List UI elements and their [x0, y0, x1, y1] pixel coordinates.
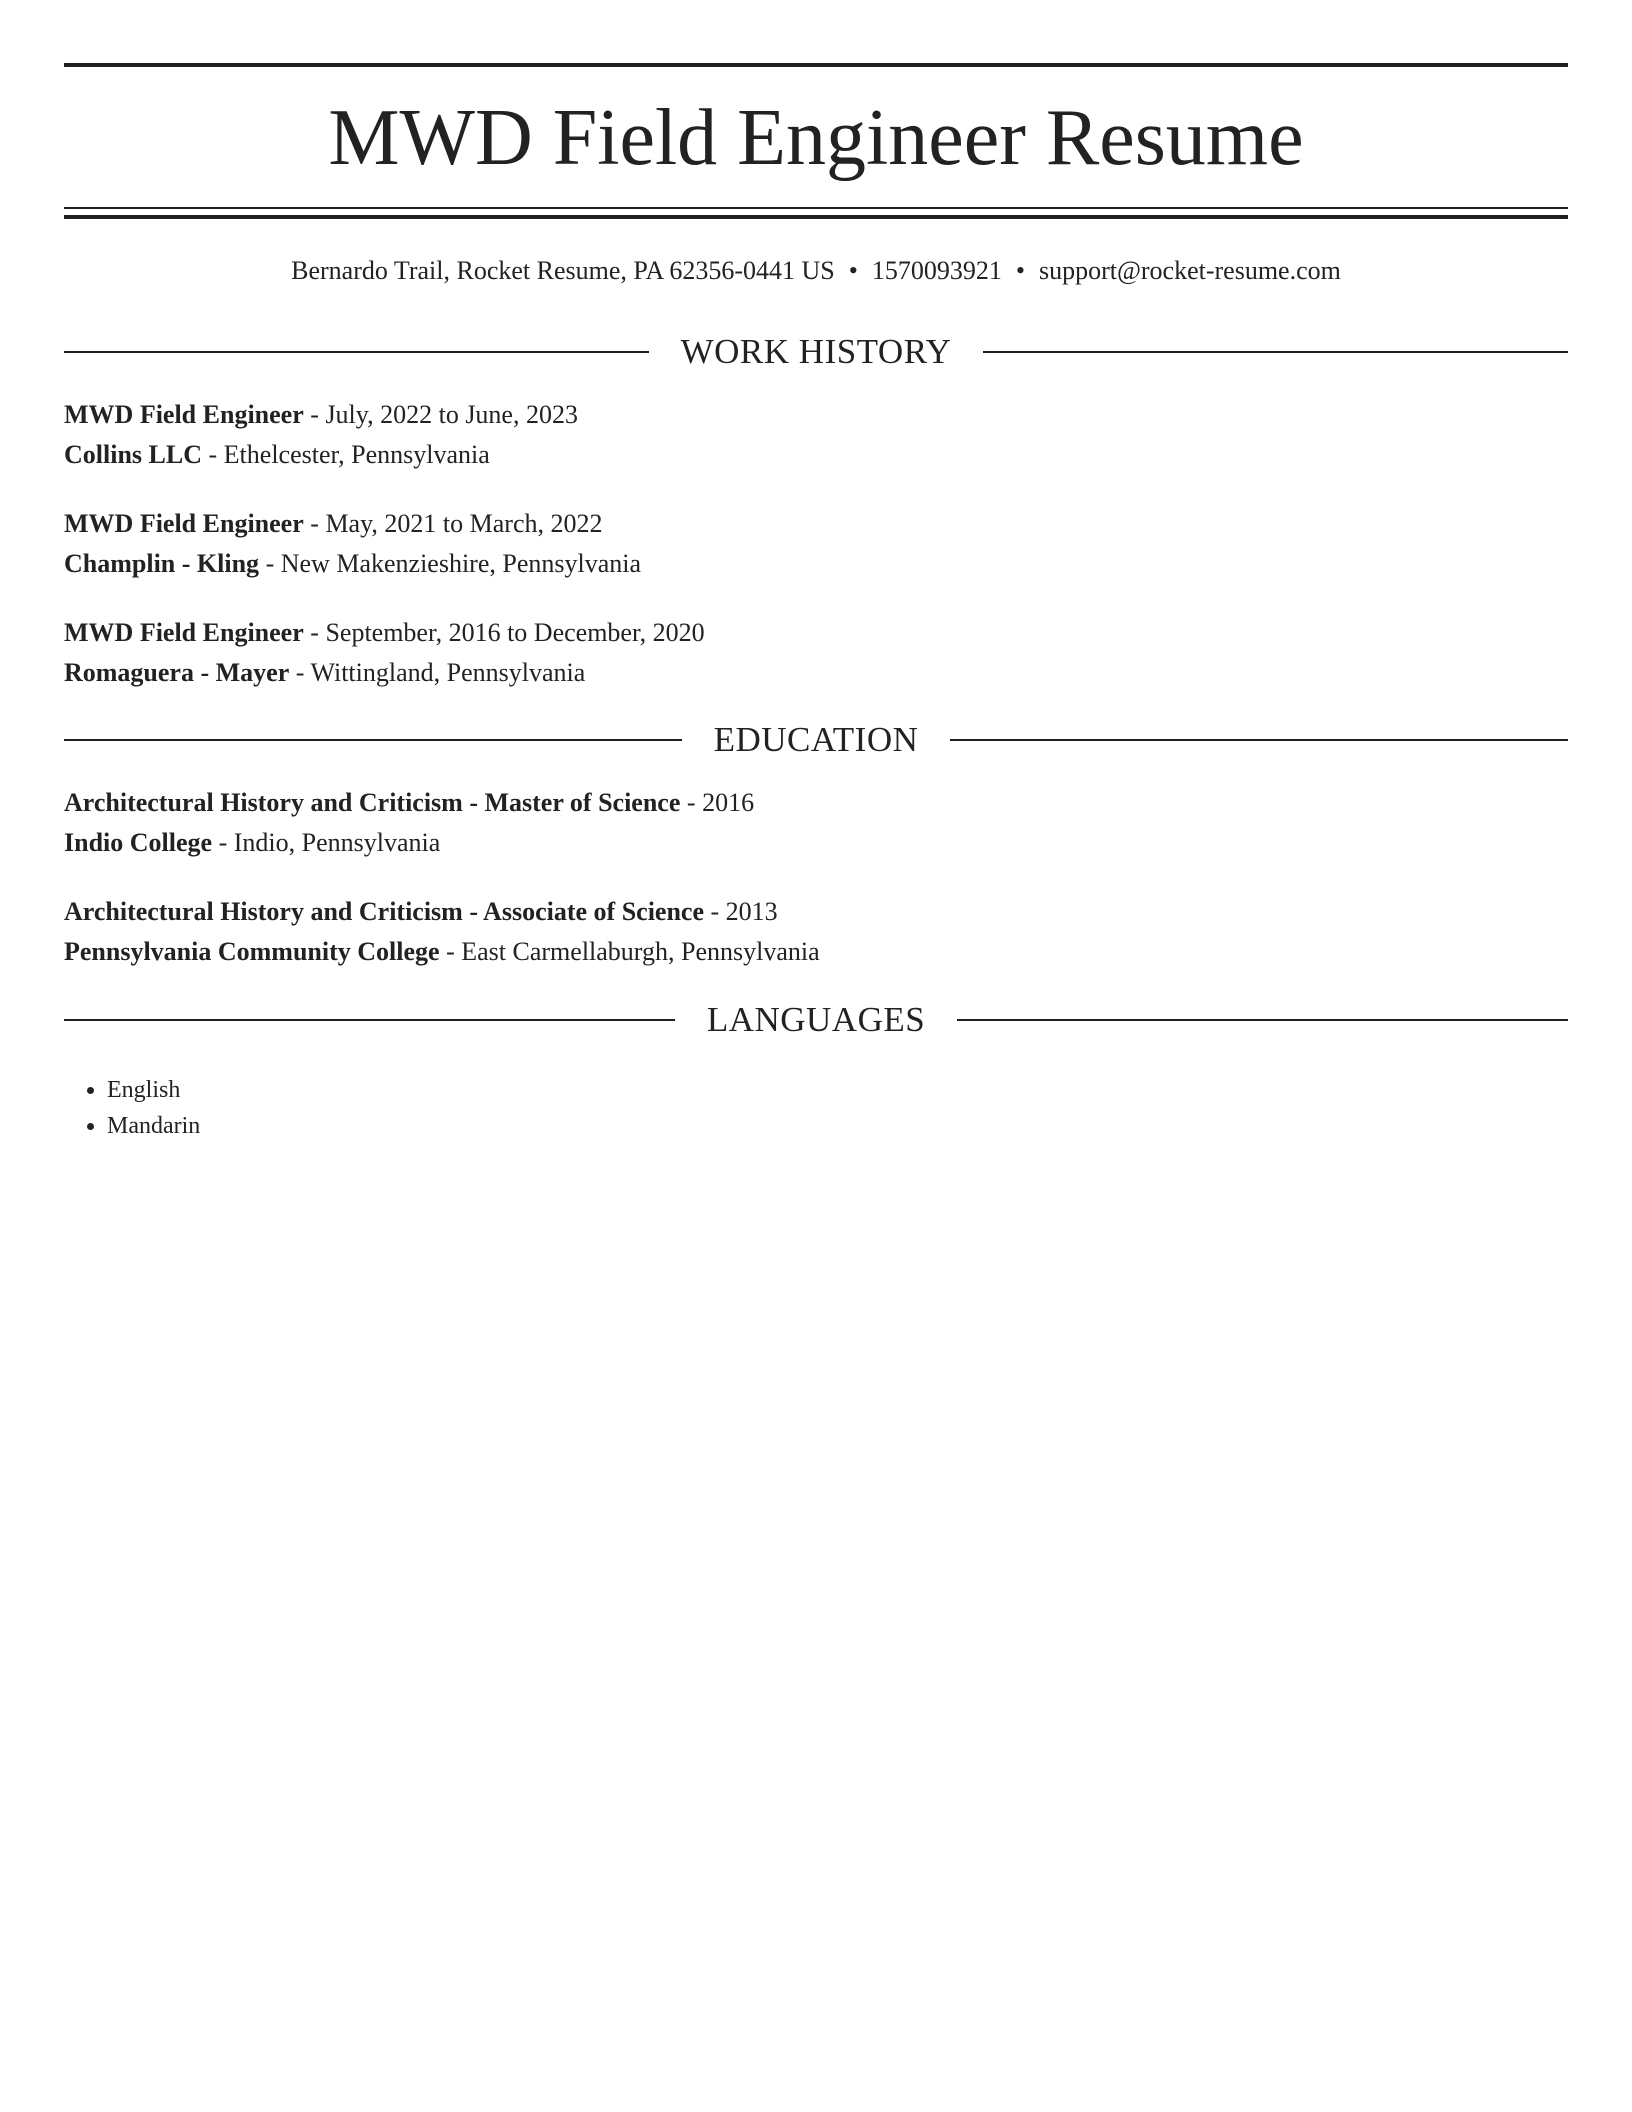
degree-line — [64, 783, 1568, 823]
job-title: MWD Field Engineer — [64, 400, 304, 429]
dash: - — [680, 788, 703, 817]
section-rule-left — [64, 351, 649, 353]
job-title-line — [64, 395, 1568, 435]
job-company: Champlin - Kling — [64, 549, 260, 578]
degree-year: 2016 — [702, 788, 755, 817]
contact-separator: • — [848, 256, 858, 285]
job-title: MWD Field Engineer — [64, 509, 304, 538]
section-title: WORK HISTORY — [680, 332, 952, 371]
job-company: Collins LLC — [64, 440, 202, 469]
section-rule-right — [983, 351, 1568, 353]
contact-phone: 1570093921 — [871, 256, 1002, 285]
job-company: Romaguera - Mayer — [64, 658, 290, 687]
school: Indio College — [64, 828, 213, 857]
job-title-line — [64, 504, 1568, 544]
school-location: Indio, Pennsylvania — [233, 828, 441, 857]
dash: - — [212, 828, 234, 857]
list-item: • Mandarin — [107, 1108, 200, 1144]
dash: - — [289, 658, 311, 687]
job-location: Wittingland, Pennsylvania — [310, 658, 586, 687]
dash: - — [259, 549, 281, 578]
education-entry — [64, 892, 1568, 972]
degree: Architectural History and Criticism - Associate of Science — [64, 897, 704, 926]
job-location: Ethelcester, Pennsylvania — [223, 440, 490, 469]
job-company-line — [64, 435, 1568, 475]
job-entry — [64, 395, 1568, 475]
section-title: LANGUAGES — [706, 1000, 926, 1039]
dash: - — [303, 618, 326, 647]
job-dates: July, 2022 to June, 2023 — [325, 400, 578, 429]
job-dates: September, 2016 to December, 2020 — [325, 618, 705, 647]
job-location: New Makenzieshire, Pennsylvania — [280, 549, 642, 578]
title-rule-thick — [64, 215, 1568, 219]
education-entry — [64, 783, 1568, 863]
dash: - — [202, 440, 224, 469]
school-line — [64, 823, 1568, 863]
section-heading-education — [64, 720, 1568, 760]
list-item: • English — [107, 1072, 200, 1108]
page-title: MWD Field Engineer Resume — [328, 94, 1304, 182]
contact-address: Bernardo Trail, Rocket Resume, PA 62356-0441 US — [291, 256, 835, 285]
degree-line — [64, 892, 1568, 932]
section-rule-right — [950, 739, 1568, 741]
contact-line — [64, 253, 1568, 289]
job-entry — [64, 504, 1568, 584]
title-rule-thin — [64, 207, 1568, 209]
top-rule — [64, 63, 1568, 67]
job-title: MWD Field Engineer — [64, 618, 304, 647]
section-heading-languages — [64, 1000, 1568, 1040]
dash: - — [303, 400, 326, 429]
section-rule-right — [957, 1019, 1568, 1021]
school-location: East Carmellaburgh, Pennsylvania — [461, 937, 820, 966]
contact-email: support@rocket-resume.com — [1038, 256, 1341, 285]
school-line — [64, 932, 1568, 972]
job-company-line — [64, 653, 1568, 693]
dash: - — [439, 937, 462, 966]
degree-year: 2013 — [725, 897, 778, 926]
job-title-line — [64, 613, 1568, 653]
section-heading-work-history — [64, 332, 1568, 372]
job-entry — [64, 613, 1568, 693]
job-dates: May, 2021 to March, 2022 — [325, 509, 603, 538]
languages-list — [64, 1072, 200, 1144]
dash: - — [303, 509, 326, 538]
dash: - — [704, 897, 726, 926]
job-company-line — [64, 544, 1568, 584]
degree: Architectural History and Criticism - Master of Science — [64, 788, 681, 817]
section-title: EDUCATION — [713, 720, 919, 759]
section-rule-left — [64, 1019, 675, 1021]
section-rule-left — [64, 739, 682, 741]
contact-separator: • — [1015, 256, 1025, 285]
school: Pennsylvania Community College — [64, 937, 440, 966]
